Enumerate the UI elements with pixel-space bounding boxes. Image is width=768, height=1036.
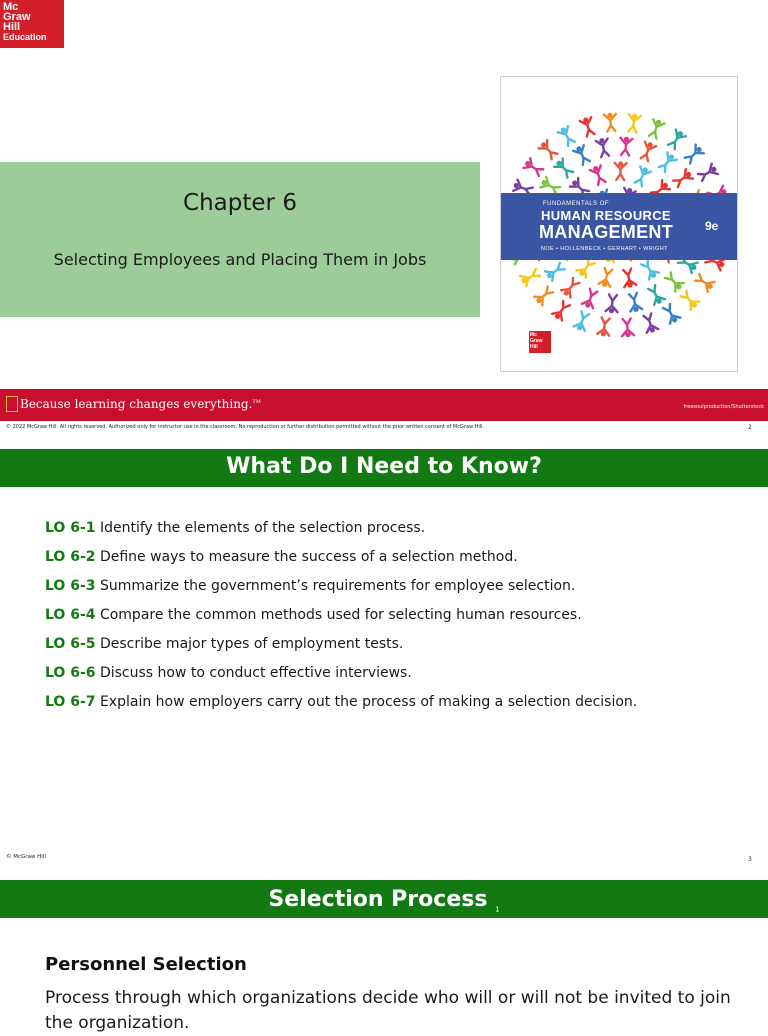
cover-person-figure bbox=[639, 259, 659, 281]
cover-person-figure bbox=[579, 116, 596, 137]
objective-code: LO 6-7 bbox=[45, 694, 96, 710]
tagline bbox=[20, 397, 261, 411]
objective-text: Summarize the government’s requirements for employee selection. bbox=[99, 578, 576, 594]
list-item bbox=[45, 576, 745, 605]
page-number: 2 bbox=[748, 424, 752, 431]
cover-person-figure bbox=[639, 140, 657, 162]
footer-bar bbox=[0, 389, 768, 421]
mcgraw-hill-logo bbox=[0, 0, 64, 48]
cover-person-figure bbox=[663, 271, 685, 293]
cover-person-figure bbox=[605, 294, 619, 314]
cover-title-line1: HUMAN RESOURCE bbox=[541, 208, 671, 223]
cover-person-figure bbox=[537, 139, 558, 161]
cover-title-band bbox=[501, 193, 737, 260]
cover-person-figure bbox=[614, 161, 626, 180]
cover-series-label: FUNDAMENTALS OF bbox=[543, 201, 610, 207]
cover-person-figure bbox=[581, 288, 599, 310]
cover-person-figure bbox=[683, 143, 705, 164]
chapter-title: Chapter 6 bbox=[183, 190, 297, 216]
cover-person-figure bbox=[573, 311, 591, 333]
objective-text: Compare the common methods used for selecting human resources. bbox=[99, 607, 582, 623]
objective-code: LO 6-1 bbox=[45, 520, 96, 536]
cover-person-figure bbox=[679, 289, 700, 311]
cover-person-figure bbox=[666, 128, 686, 150]
cover-person-figure bbox=[598, 267, 614, 288]
cover-person-figure bbox=[672, 168, 694, 189]
cover-person-figure bbox=[597, 317, 612, 337]
section-body: Process through which organizations decide who will or will not be invited to join the organization. bbox=[45, 988, 731, 1033]
cover-authors: NOE • HOLLENBECK • GERHART • WRIGHT bbox=[541, 246, 668, 252]
slide-title-text: Selection Process bbox=[268, 887, 488, 912]
objective-code: LO 6-4 bbox=[45, 607, 96, 623]
cover-person-figure bbox=[544, 261, 566, 282]
cover-person-figure bbox=[621, 268, 636, 288]
cover-title-line2: MANAGEMENT bbox=[539, 222, 673, 242]
cover-person-figure bbox=[642, 313, 659, 334]
list-item bbox=[45, 547, 745, 576]
cover-person-figure bbox=[657, 151, 678, 173]
chapter-subtitle: Selecting Employees and Placing Them in Jobs bbox=[53, 250, 427, 269]
book-icon bbox=[6, 396, 18, 412]
objective-text: Describe major types of employment tests. bbox=[99, 636, 404, 652]
logo-line: Graw bbox=[3, 11, 31, 23]
title-panel bbox=[0, 162, 480, 317]
cover-person-figure bbox=[533, 285, 555, 306]
cover-person-figure bbox=[553, 157, 575, 179]
objective-code: LO 6-6 bbox=[45, 665, 96, 681]
cover-person-figure bbox=[697, 163, 719, 183]
cover-person-figure bbox=[633, 165, 652, 187]
cover-edition: 9e bbox=[705, 219, 719, 233]
objective-text: Define ways to measure the success of a selection method. bbox=[99, 549, 518, 565]
list-item bbox=[45, 663, 745, 692]
objective-text: Explain how employers carry out the process of making a selection decision. bbox=[99, 694, 638, 710]
logo-line: Mc bbox=[3, 1, 19, 13]
objective-code: LO 6-3 bbox=[45, 578, 96, 594]
learning-objectives-list bbox=[45, 518, 745, 721]
page-number: 3 bbox=[748, 856, 752, 863]
cover-person-figure bbox=[604, 112, 617, 132]
logo-line: Education bbox=[3, 32, 47, 42]
cover-person-figure bbox=[522, 157, 544, 177]
cover-person-figure bbox=[619, 136, 633, 156]
cover-person-figure bbox=[596, 137, 611, 158]
cover-person-figure bbox=[627, 292, 642, 313]
cover-person-figure bbox=[589, 164, 607, 186]
cover-logo-line: Graw bbox=[530, 338, 543, 344]
cover-person-figure bbox=[576, 257, 597, 279]
list-item bbox=[45, 518, 745, 547]
slide-header bbox=[0, 880, 768, 918]
cover-person-figure bbox=[572, 144, 591, 166]
section-title: Personnel Selection bbox=[45, 954, 247, 975]
cover-person-figure bbox=[694, 272, 716, 292]
logo-line: Hill bbox=[3, 21, 21, 33]
slide-title: What Do I Need to Know? bbox=[226, 454, 542, 479]
slide-header bbox=[0, 449, 768, 487]
objective-text: Discuss how to conduct effective interviews. bbox=[99, 665, 412, 681]
cover-person-figure bbox=[551, 300, 571, 322]
cover-person-figure bbox=[647, 118, 665, 140]
cover-person-figure bbox=[621, 318, 634, 338]
cover-person-figure bbox=[519, 267, 541, 287]
cover-person-figure bbox=[626, 113, 641, 133]
cover-person-figure bbox=[646, 284, 665, 306]
cover-logo-line: Hill bbox=[530, 344, 538, 350]
cover-person-figure bbox=[661, 303, 681, 325]
objective-code: LO 6-5 bbox=[45, 636, 96, 652]
objective-code: LO 6-2 bbox=[45, 549, 96, 565]
list-item bbox=[45, 605, 745, 634]
book-cover-image bbox=[500, 76, 738, 372]
slide-title bbox=[0, 887, 768, 913]
list-item bbox=[45, 692, 745, 721]
photo-credit: freesoulproduction/Shutterstock bbox=[683, 404, 764, 410]
cover-logo-line: Mc bbox=[530, 332, 537, 338]
cover-person-figure bbox=[560, 277, 581, 299]
slide-title-subscript: 1 bbox=[495, 905, 500, 914]
cover-publisher-logo bbox=[529, 331, 551, 353]
tagline-text: Because learning changes everything. bbox=[20, 397, 253, 411]
copyright-notice: © 2022 McGraw Hill. All rights reserved. Authorized only for instructor use in the classroom. No reproduction or further distribution permitted without the prior written consent of McGraw Hill. bbox=[6, 424, 485, 430]
trademark-mark: TM bbox=[252, 399, 261, 405]
cover-person-figure bbox=[557, 125, 577, 147]
slide-footer: © McGraw Hill bbox=[6, 854, 46, 860]
objective-text: Identify the elements of the selection process. bbox=[99, 520, 426, 536]
list-item bbox=[45, 634, 745, 663]
